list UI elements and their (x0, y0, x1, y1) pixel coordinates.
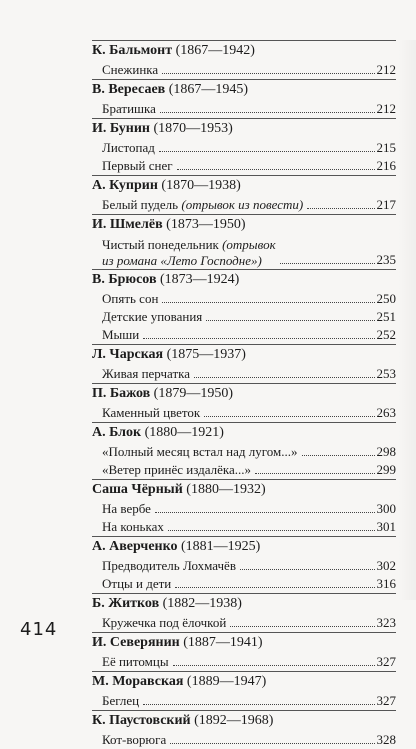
work-page-number: 327 (376, 654, 396, 669)
work-title (102, 557, 236, 575)
work-title (102, 500, 151, 518)
dot-leader (240, 568, 375, 570)
work-title (102, 100, 156, 118)
work-page-number: 212 (376, 62, 396, 77)
author-name: К. Бальмонт (92, 43, 173, 58)
work-title-text: Листопад (102, 140, 155, 155)
work-title-text: Беглец (102, 693, 140, 708)
author-years: (1873—1924) (160, 272, 240, 287)
author-years: (1870—1953) (153, 121, 233, 136)
author-name: И. Северянин (92, 635, 180, 650)
dot-leader (168, 529, 375, 531)
dot-leader (302, 454, 375, 456)
author-years: (1887—1941) (183, 635, 263, 650)
author-heading (92, 671, 396, 692)
dot-leader (173, 664, 375, 666)
work-page-number: 299 (376, 462, 396, 477)
work-page-number: 301 (376, 519, 396, 534)
work-title (102, 692, 139, 710)
author-name: П. Бажов (92, 386, 151, 401)
work-entry[interactable] (102, 100, 396, 118)
work-page-number: 253 (376, 366, 396, 381)
dot-leader (194, 376, 374, 378)
author-name: А. Блок (92, 425, 142, 440)
work-entry[interactable] (102, 404, 396, 422)
work-title-text: Кружечка под ёлочкой (102, 615, 227, 630)
work-title (102, 461, 251, 479)
work-entry[interactable] (102, 365, 396, 383)
work-title-text: Предводитель Лохмачёв (102, 558, 236, 573)
work-entry[interactable] (102, 235, 396, 269)
author-heading (92, 40, 396, 61)
work-page-number: 215 (376, 140, 396, 155)
author-name: А. Аверченко (92, 539, 178, 554)
author-heading (92, 536, 396, 557)
work-entry[interactable] (102, 575, 396, 593)
author-heading (92, 632, 396, 653)
author-name: А. Куприн (92, 178, 158, 193)
author-years: (1880—1921) (144, 425, 224, 440)
author-years: (1892—1968) (194, 713, 274, 728)
author-heading (92, 118, 396, 139)
dot-leader (175, 586, 374, 588)
work-entry[interactable] (102, 461, 396, 479)
work-note-continued: из романа «Лето Господне») (102, 253, 262, 268)
author-heading (92, 422, 396, 443)
dot-leader (143, 337, 374, 339)
work-title (102, 61, 158, 79)
author-name: Л. Чарская (92, 347, 164, 362)
work-title (102, 237, 276, 269)
author-heading (92, 214, 396, 235)
work-note: (отрывок (222, 237, 276, 252)
work-title-text: «Ветер принёс издалёка...» (102, 462, 252, 477)
work-title-text: «Полный месяц встал над лугом...» (102, 444, 298, 459)
author-heading (92, 175, 396, 196)
work-page-number: 323 (376, 615, 396, 630)
work-title-text: Детские упования (102, 309, 203, 324)
author-name: В. Брюсов (92, 272, 157, 287)
dot-leader (155, 511, 375, 513)
work-title-text: Мыши (102, 327, 140, 342)
work-entry[interactable] (102, 518, 396, 536)
author-heading (92, 383, 396, 404)
work-entry[interactable] (102, 326, 396, 344)
work-title (102, 365, 190, 383)
dot-leader (177, 168, 375, 170)
work-title-text: На коньках (102, 519, 164, 534)
author-name: М. Моравская (92, 674, 184, 689)
work-entry[interactable] (102, 731, 396, 749)
work-entry[interactable] (102, 139, 396, 157)
work-title-text: Первый снег (102, 158, 173, 173)
author-years: (1867—1945) (168, 82, 249, 97)
author-heading (92, 593, 396, 614)
work-title-text: Опять сон (102, 291, 159, 306)
author-years: (1879—1950) (153, 386, 233, 401)
work-title (102, 196, 303, 214)
dot-leader (204, 415, 374, 417)
work-entry[interactable] (102, 308, 396, 326)
work-page-number: 212 (376, 101, 396, 116)
dot-leader (206, 319, 374, 321)
author-heading (92, 710, 396, 731)
author-name: Б. Житков (92, 596, 160, 611)
work-entry[interactable] (102, 196, 396, 214)
work-title-text: Её питомцы (102, 654, 169, 669)
dot-leader (170, 742, 374, 744)
work-page-number: 328 (376, 732, 396, 747)
work-title-text: Отцы и дети (102, 576, 172, 591)
work-title (102, 157, 173, 175)
work-page-number: 298 (376, 444, 396, 459)
work-page-number: 316 (376, 576, 396, 591)
dot-leader (143, 703, 374, 705)
work-page-number: 250 (376, 291, 396, 306)
author-heading (92, 79, 396, 100)
dot-leader (159, 150, 375, 152)
work-title-text: Живая перчатка (102, 366, 191, 381)
work-page-number: 217 (376, 197, 396, 212)
author-name: К. Паустовский (92, 713, 191, 728)
work-title-text: На вербе (102, 501, 151, 516)
work-title (102, 575, 171, 593)
work-page-number: 251 (376, 309, 396, 324)
dot-leader (162, 72, 374, 74)
work-title (102, 290, 158, 308)
work-page-number: 263 (376, 405, 396, 420)
work-title (102, 443, 298, 461)
author-years: (1867—1942) (175, 43, 255, 58)
author-heading (92, 344, 396, 365)
dot-leader (307, 207, 374, 209)
author-years: (1889—1947) (186, 674, 267, 689)
work-entry[interactable] (102, 157, 396, 175)
work-page-number: 327 (376, 693, 396, 708)
table-of-contents (92, 40, 396, 749)
author-years: (1870—1938) (161, 178, 241, 193)
dot-leader (280, 262, 375, 264)
dot-leader (162, 301, 374, 303)
author-heading (92, 269, 396, 290)
work-title (102, 308, 202, 326)
author-years: (1875—1937) (166, 347, 246, 362)
work-title-text: Каменный цветок (102, 405, 201, 420)
work-title (102, 614, 226, 632)
bleed-through-shadow (398, 40, 416, 600)
author-heading (92, 479, 396, 500)
work-page-number: 235 (376, 252, 396, 267)
work-title-text: Братишка (102, 101, 156, 116)
author-name: И. Шмелёв (92, 217, 163, 232)
work-entry[interactable] (102, 692, 396, 710)
work-note: (отрывок из повести) (181, 197, 304, 212)
work-title (102, 326, 139, 344)
work-entry[interactable] (102, 614, 396, 632)
author-years: (1882—1938) (162, 596, 242, 611)
work-title-text: Чистый понедельник (102, 237, 219, 252)
page-number: 414 (20, 619, 58, 640)
work-title-text: Снежинка (102, 62, 159, 77)
work-title-text: Кот-ворюга (102, 732, 167, 747)
work-title (102, 139, 155, 157)
author-name: Саша Чёрный (92, 482, 183, 497)
work-page-number: 216 (376, 158, 396, 173)
author-years: (1873—1950) (166, 217, 246, 232)
dot-leader (255, 472, 374, 474)
work-title (102, 653, 169, 671)
work-entry[interactable] (102, 443, 396, 461)
work-title (102, 731, 166, 749)
work-entry[interactable] (102, 290, 396, 308)
work-entry[interactable] (102, 500, 396, 518)
work-page-number: 300 (376, 501, 396, 516)
work-title (102, 404, 200, 422)
author-name: В. Вересаев (92, 82, 166, 97)
dot-leader (230, 625, 374, 627)
author-years: (1880—1932) (186, 482, 266, 497)
work-page-number: 252 (376, 327, 396, 342)
work-entry[interactable] (102, 557, 396, 575)
work-entry[interactable] (102, 61, 396, 79)
author-years: (1881—1925) (181, 539, 261, 554)
work-title-text: Белый пудель (102, 197, 179, 212)
dot-leader (160, 111, 375, 113)
work-title (102, 518, 164, 536)
work-page-number: 302 (376, 558, 396, 573)
author-name: И. Бунин (92, 121, 150, 136)
work-entry[interactable] (102, 653, 396, 671)
